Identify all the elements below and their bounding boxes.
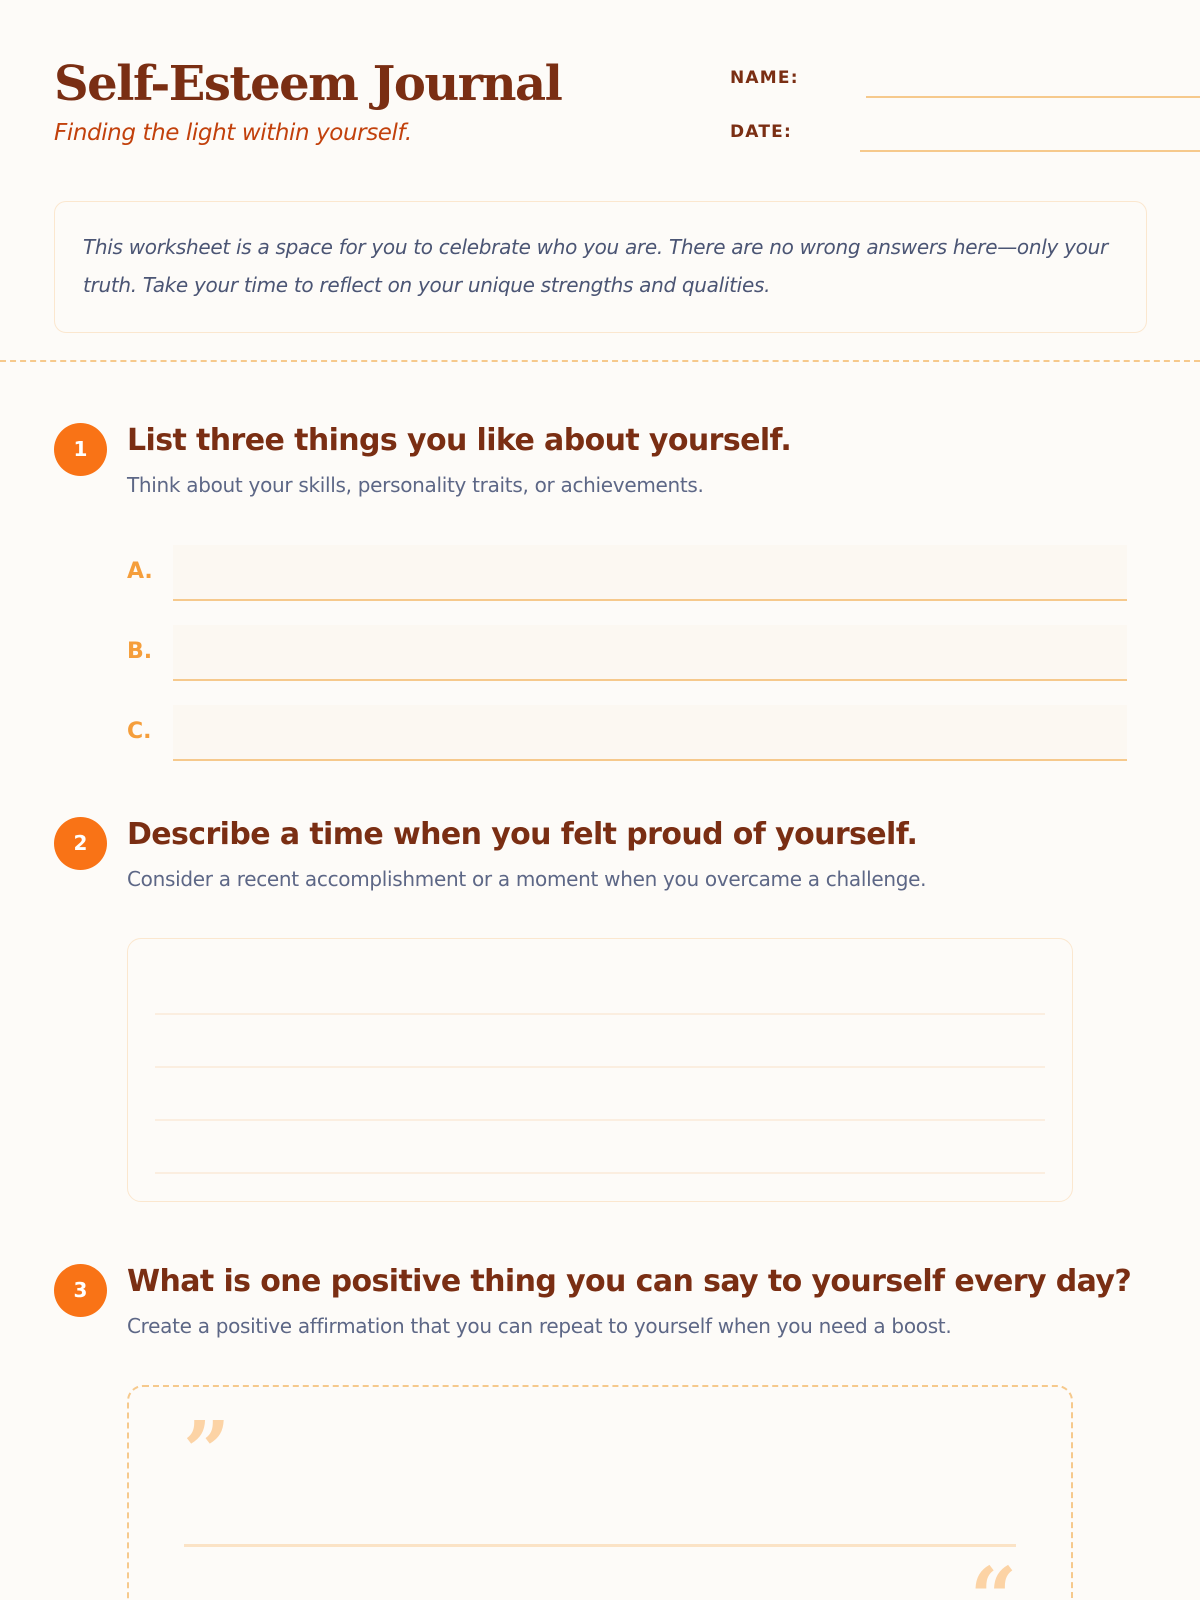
affirmation-box[interactable] — [127, 1385, 1073, 1600]
section-divider — [0, 360, 1200, 362]
page-subtitle: Finding the light within yourself. — [54, 120, 412, 146]
name-field[interactable] — [866, 96, 1200, 98]
answer-field-c[interactable] — [173, 705, 1127, 761]
writing-line — [155, 1013, 1045, 1015]
answer-row-a — [127, 545, 1127, 601]
question-subtitle: Consider a recent accomplishment or a moment when you overcame a challenge. — [127, 867, 927, 891]
date-label: DATE: — [730, 122, 792, 142]
answer-field-b[interactable] — [173, 625, 1127, 681]
question-number-badge: 2 — [54, 817, 107, 870]
question-2 — [54, 817, 1146, 1207]
question-subtitle: Think about your skills, personality traits, or achievements. — [127, 473, 704, 497]
question-title: Describe a time when you felt proud of yourself. — [127, 817, 918, 852]
affirmation-line — [184, 1544, 1016, 1547]
writing-line — [155, 1066, 1045, 1068]
name-field-row — [730, 66, 1200, 120]
answer-letter: C. — [127, 719, 152, 744]
worksheet-header — [54, 52, 1146, 162]
close-quote-icon: “ — [969, 1550, 1017, 1600]
intro-text: This worksheet is a space for you to celebrate who you are. There are no wrong answers here—only your truth. Take your time to reflect on your unique strengths and qualities. — [83, 235, 1108, 297]
question-3 — [54, 1264, 1146, 1600]
writing-line — [155, 1172, 1045, 1174]
answer-row-c — [127, 705, 1127, 761]
date-field[interactable] — [860, 150, 1200, 152]
question-subtitle: Create a positive affirmation that you can repeat to yourself when you need a boost. — [127, 1314, 952, 1338]
question-number-badge: 1 — [54, 423, 107, 476]
name-label: NAME: — [730, 68, 799, 88]
answer-row-b — [127, 625, 1127, 681]
answer-field-a[interactable] — [173, 545, 1127, 601]
intro-box — [54, 201, 1147, 333]
writing-line — [155, 1119, 1045, 1121]
page-title: Self-Esteem Journal — [54, 56, 562, 112]
question-title: What is one positive thing you can say to yourself every day? — [127, 1264, 1132, 1299]
reflection-text-area[interactable] — [127, 938, 1073, 1202]
question-title: List three things you like about yourself. — [127, 423, 792, 458]
question-1 — [54, 423, 1146, 763]
answer-letter: A. — [127, 559, 153, 584]
name-date-fields — [730, 66, 1200, 174]
answer-letter: B. — [127, 639, 153, 664]
question-number-badge: 3 — [54, 1264, 107, 1317]
open-quote-icon: ” — [183, 1404, 231, 1500]
date-field-row — [730, 120, 1200, 174]
